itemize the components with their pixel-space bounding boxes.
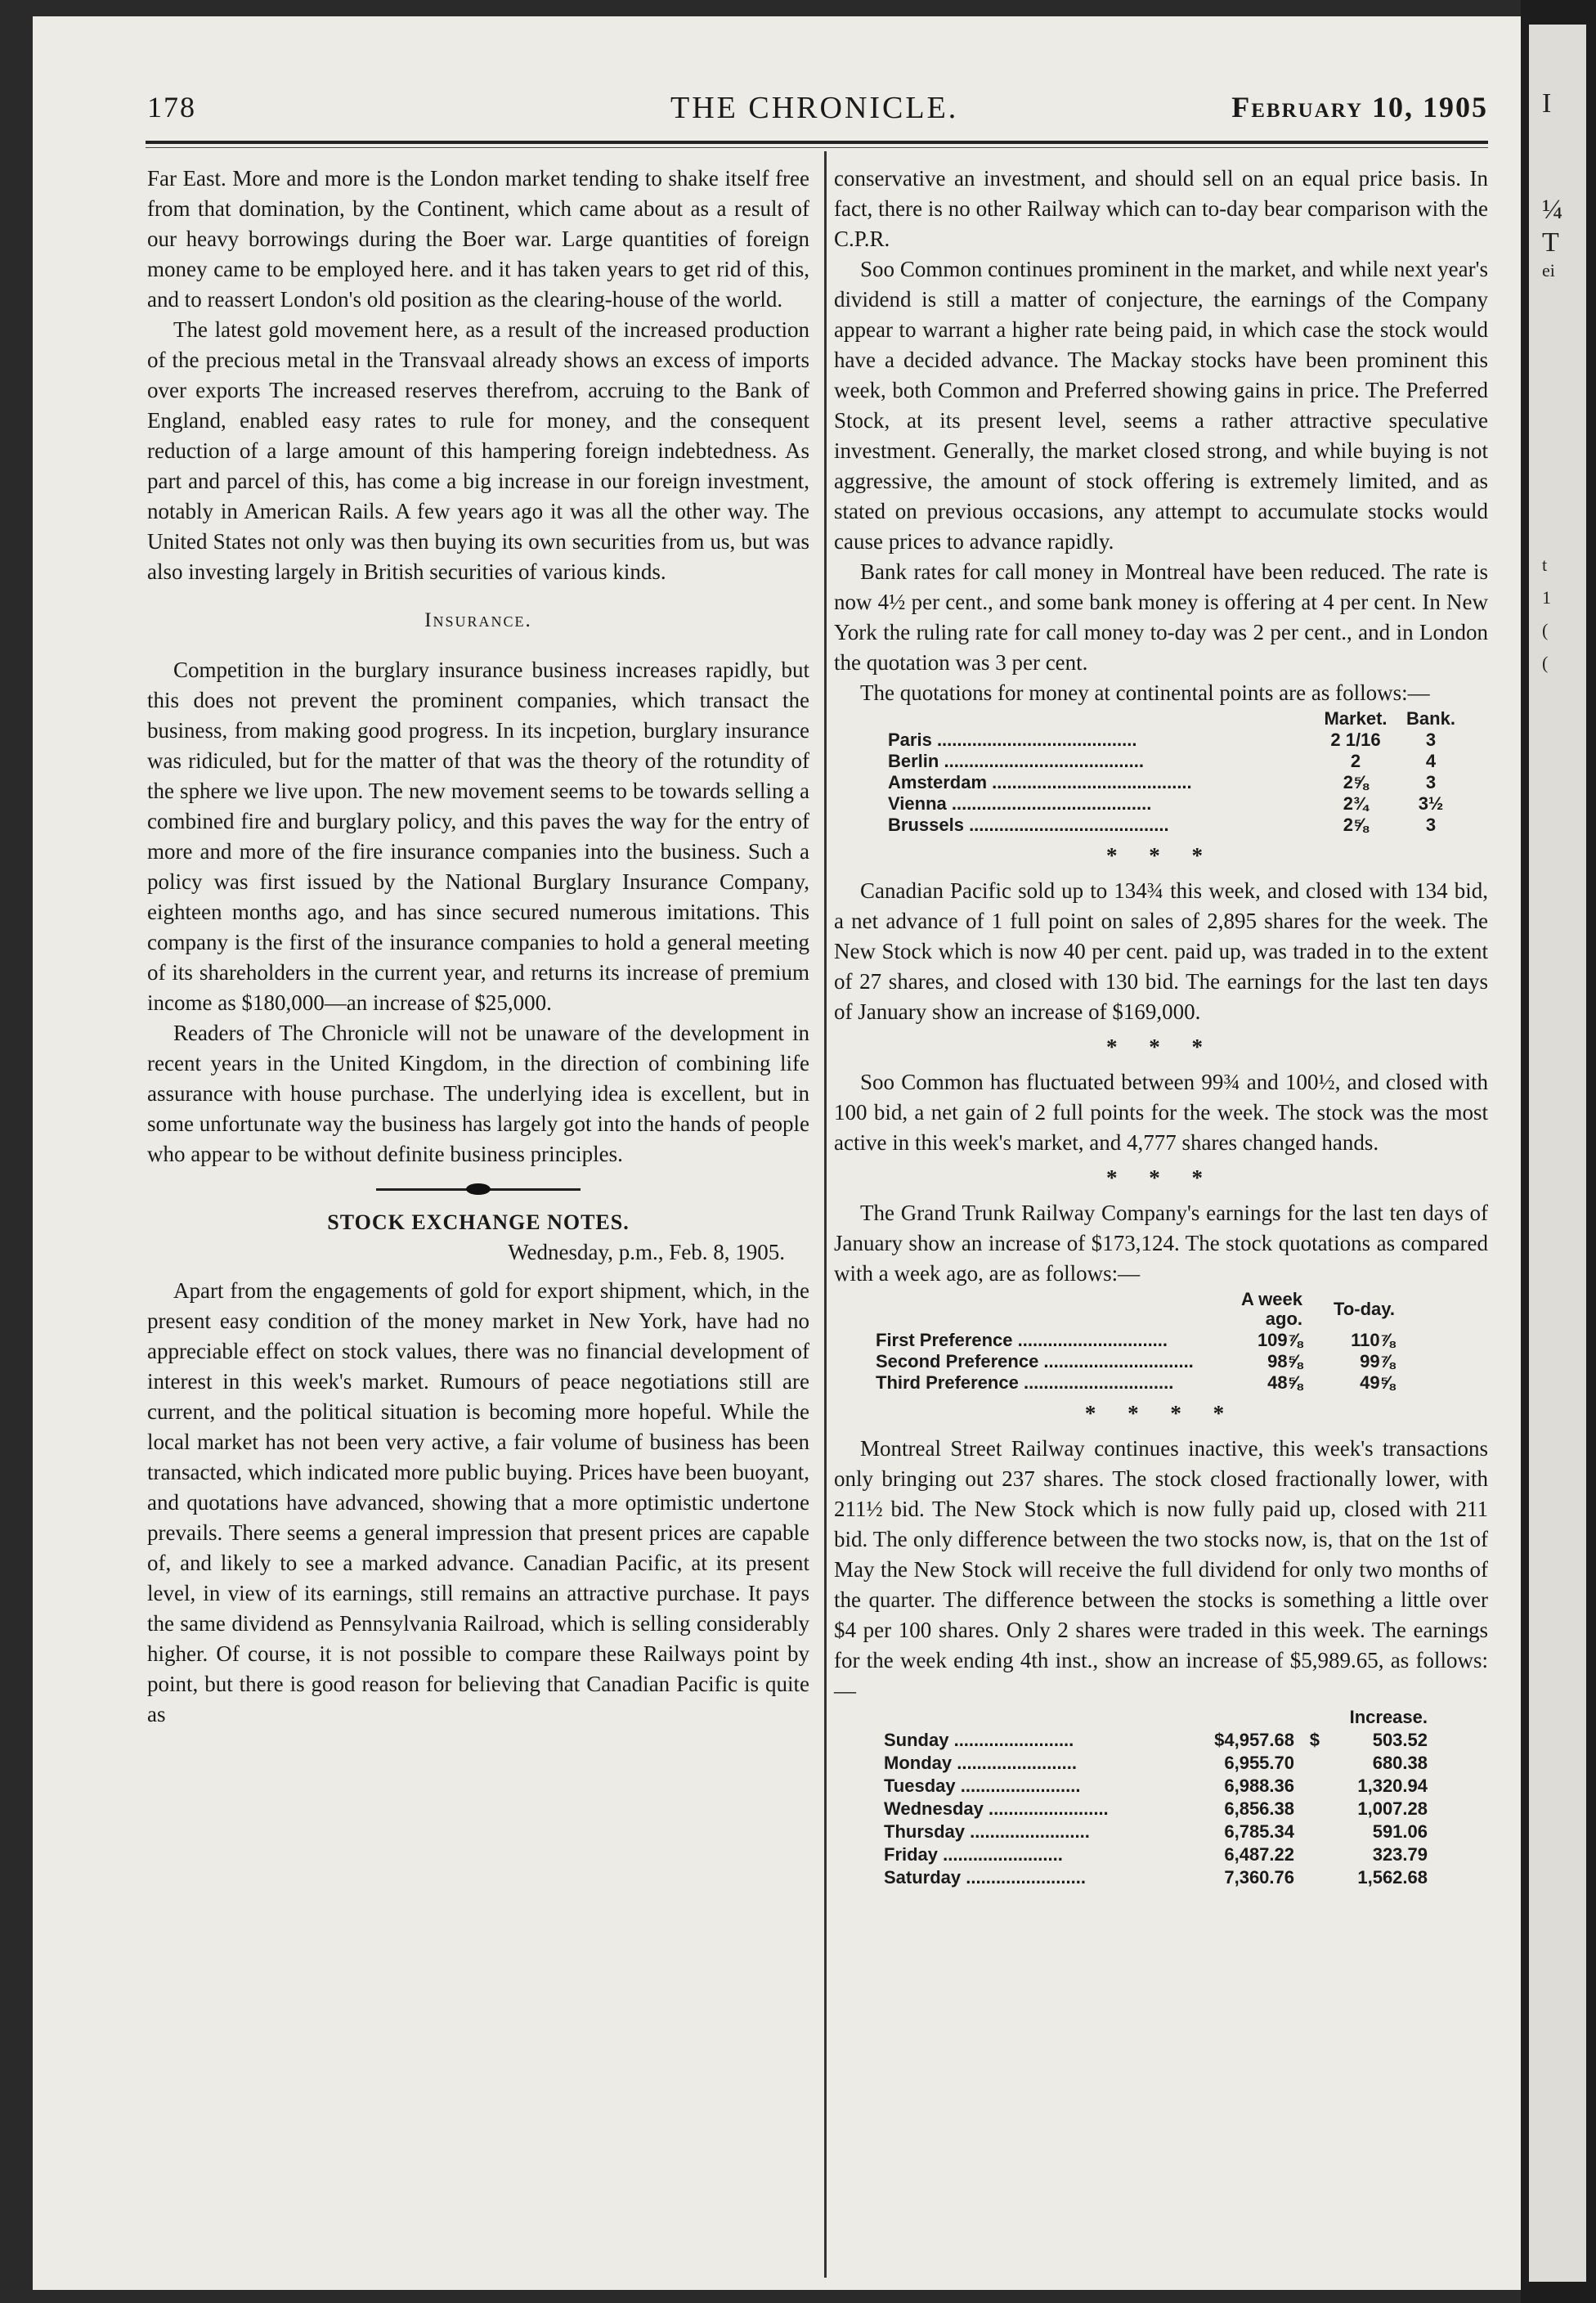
- today-cell: 49⅝: [1360, 1372, 1395, 1393]
- bank-cell: 3½: [1418, 793, 1444, 814]
- grand-trunk-table: [875, 1289, 1405, 1394]
- amount-cell: 6,955.70: [1224, 1753, 1294, 1773]
- amount-cell: 6,487.22: [1224, 1844, 1294, 1865]
- column-header: Bank.: [1406, 708, 1455, 729]
- market-cell: 2⅝: [1343, 772, 1369, 792]
- stock-exchange-heading: STOCK EXCHANGE NOTES.: [327, 1210, 630, 1234]
- table-row: [883, 772, 1468, 793]
- paragraph: Canadian Pacific sold up to 134¾ this week, and closed with 134 bid, a net advance of 1 full point on sales of 2,895 shares for the week. The New Stock which is now 40 per cent. paid up, was traded in to the extent of 27 shares, and closed with 130 bid. The earnings for the last ten days of January show an increase of $169,000.: [834, 878, 1488, 1024]
- table-row: [883, 1820, 1436, 1843]
- increase-cell: 1,320.94: [1357, 1776, 1428, 1796]
- section-stars: * * *: [1106, 1165, 1216, 1190]
- paragraph: The Grand Trunk Railway Company's earnings for the last ten days of January show an increase of $173,124. The stock quotations as compared with a week ago, are as follows:—: [834, 1201, 1488, 1286]
- adjacent-page-strip: [1529, 25, 1586, 2282]
- adjacent-letter: T: [1542, 227, 1559, 258]
- today-cell: 110⅞: [1351, 1330, 1395, 1350]
- table-row: [875, 1330, 1405, 1351]
- bank-cell: 3: [1425, 772, 1437, 792]
- market-cell: 2: [1350, 751, 1361, 771]
- adjacent-letter: (: [1542, 653, 1549, 673]
- column-header: To-day.: [1334, 1299, 1395, 1319]
- right-column: [834, 164, 1488, 1889]
- label-cell: Second Preference ..............................: [876, 1351, 1194, 1371]
- section-stars: * * *: [1106, 1035, 1216, 1059]
- week-ago-cell: 109⅞: [1257, 1330, 1302, 1350]
- day-cell: Sunday ........................: [884, 1730, 1074, 1750]
- adjacent-letter: ei: [1542, 260, 1555, 281]
- adjacent-page-edge: [1521, 0, 1596, 2303]
- earnings-table: [883, 1706, 1436, 1889]
- day-cell: Friday ........................: [884, 1844, 1063, 1865]
- bank-cell: 3: [1425, 730, 1437, 750]
- city-cell: Berlin ........................................: [888, 751, 1144, 771]
- paragraph: The latest gold movement here, as a result of the increased production of the precious metal in the Transvaal already shows an excess of imports over exports The increased reserves therefrom, accruing to the Bank of England, enabled easy rates to rule for money, and the consequent reduction of a large amount of this hampering foreign indebtedness. As part and parcel of this, has come a big increase in our foreign investment, notably in American Rails. A few years ago it was all the other way. The United States not only was then buying its own securities from us, but was also investing largely in British securities of various kinds.: [147, 317, 809, 584]
- day-cell: Thursday ........................: [884, 1821, 1090, 1842]
- section-ornament: [147, 1181, 809, 1197]
- table-row: [883, 1752, 1436, 1775]
- table-header-row: [883, 708, 1468, 730]
- paragraph: Apart from the engagements of gold for export shipment, which, in the present easy condition of the money market in New York, have had no appreciable effect on stock values, there was no financial development of interest in this week's market. Rumours of peace negotiations still are current, and the political situation is becoming more hopeful. While the local market has not been very active, a fair volume of business has been transacted, which indicated more public buying. Prices have been buoyant, and quotations have advanced, showing that a more optimistic undertone prevails. There seems a general impression that present prices are capable of, and likely to see a marked advance. Canadian Pacific, at its present level, in view of its earnings, still remains an attractive purchase. It pays the same dividend as Pennsylvania Railroad, which is selling considerably higher. Of course, it is not possible to compare these Railways point by point, but there is good reason for believing that Canadian Pacific is quite as: [147, 1278, 809, 1726]
- day-cell: Saturday ........................: [884, 1867, 1086, 1888]
- table-header-row: [883, 1706, 1436, 1729]
- city-cell: Brussels ........................................: [888, 815, 1169, 835]
- dateline: Wednesday, p.m., Feb. 8, 1905.: [508, 1240, 785, 1264]
- market-cell: 2 1/16: [1330, 730, 1381, 750]
- day-cell: Tuesday ........................: [884, 1776, 1081, 1796]
- week-ago-cell: 98⅝: [1267, 1351, 1302, 1371]
- label-cell: Third Preference ..............................: [876, 1372, 1174, 1393]
- table-row: [883, 1729, 1436, 1752]
- insurance-heading: Insurance.: [424, 609, 532, 631]
- increase-cell: 1,562.68: [1357, 1867, 1428, 1888]
- paragraph: Competition in the burglary insurance business increases rapidly, but this does not prevent the prominent companies, which transact the business, from making good progress. In its incpetion, burglary insurance was ridiculed, but for the matter of that was the theory of the rotundity of the sphere we live upon. The new movement seems to be towards selling a combined fire and burglary policy, and this paves the way for the entry of more and more of the fire insurance companies into the business. Such a policy was first issued by the National Burglary Insurance Company, eighteen months ago, and has since secured numerous imitations. This company is the first of the insurance companies to hold a general meeting of its shareholders in the current year, and returns its increase of premium income as $180,000—an increase of $25,000.: [147, 658, 809, 1015]
- table-row: [883, 751, 1468, 772]
- increase-cell: 1,007.28: [1357, 1798, 1428, 1819]
- table-row: [883, 815, 1468, 836]
- table-header-row: [875, 1289, 1405, 1330]
- page-number: 178: [147, 91, 196, 123]
- table-row: [875, 1372, 1405, 1394]
- issue-date: February 10, 1905: [1231, 91, 1488, 123]
- paragraph: conservative an investment, and should sell on an equal price basis. In fact, there is no other Railway which can to-day bear comparison with the C.P.R.: [834, 166, 1488, 251]
- left-column: [147, 164, 809, 1730]
- section-stars: * * * *: [1084, 1401, 1238, 1425]
- paragraph: Soo Common continues prominent in the market, and while next year's dividend is still a matter of conjecture, the earnings of the Company appear to warrant a higher rate being paid, in which case the stock would have a decided advance. The Mackay stocks have been prominent this week, both Common and Preferred showing gains in price. The Preferred Stock, at its present level, seems a rather attractive speculative investment. Generally, the market closed strong, and while buying is not aggressive, the amount of stock offering is extremely limited, and as stated on previous occasions, any attempt to accumulate stocks would cause prices to advance rapidly.: [834, 257, 1488, 554]
- section-stars: * * *: [1106, 843, 1216, 868]
- increase-cell: 591.06: [1372, 1821, 1428, 1842]
- week-ago-cell: 48⅝: [1267, 1372, 1302, 1393]
- amount-cell: 6,785.34: [1224, 1821, 1294, 1842]
- page-header: [114, 90, 1488, 139]
- adjacent-letter: ¼: [1542, 195, 1563, 225]
- adjacent-letter: t: [1542, 554, 1548, 575]
- city-cell: Paris ........................................: [888, 730, 1137, 750]
- currency-cell: $: [1309, 1730, 1320, 1750]
- header-rule: [146, 141, 1488, 144]
- money-rates-table: [883, 708, 1468, 836]
- bank-cell: 3: [1425, 815, 1437, 835]
- table-row: [883, 1866, 1436, 1889]
- amount-cell: 6,856.38: [1224, 1798, 1294, 1819]
- amount-cell: 7,360.76: [1224, 1867, 1294, 1888]
- increase-cell: 323.79: [1372, 1844, 1428, 1865]
- table-row: [883, 730, 1468, 751]
- header-rule-thin: [146, 147, 1488, 148]
- bank-cell: 4: [1425, 751, 1437, 771]
- ornament-dot: [466, 1183, 491, 1195]
- day-cell: Monday ........................: [884, 1753, 1077, 1773]
- publication-title: THE CHRONICLE.: [670, 91, 959, 125]
- day-cell: Wednesday ........................: [884, 1798, 1109, 1819]
- today-cell: 99⅞: [1360, 1351, 1395, 1371]
- city-cell: Vienna ........................................: [888, 793, 1152, 814]
- column-header: A week ago.: [1240, 1289, 1302, 1329]
- paragraph: Montreal Street Railway continues inactive, this week's transactions only bringing out 237 shares. The stock closed fractionally lower, with 211½ bid. The New Stock which is now fully paid up, closed with 211 bid. The only difference between the two stocks now, is, that on the 1st of May the New Stock will receive the full dividend for only two months of the quarter. The difference between the stocks is something a little over $4 per 100 shares. Only 2 shares were traded in this week. The earnings for the week ending 4th inst., show an increase of $5,989.65, as follows:—: [834, 1436, 1488, 1703]
- market-cell: 2⅝: [1343, 815, 1369, 835]
- market-cell: 2¾: [1343, 793, 1369, 814]
- increase-cell: 680.38: [1372, 1753, 1428, 1773]
- paragraph: Soo Common has fluctuated between 99¾ and 100½, and closed with 100 bid, a net gain of 2 full points for the week. The stock was the most active in this week's market, and 4,777 shares changed hands.: [834, 1070, 1488, 1155]
- paragraph: Bank rates for call money in Montreal have been reduced. The rate is now 4½ per cent., and some bank money is offering at 4 per cent. In New York the ruling rate for call money to-day was 2 per cent., and in London the quotation was 3 per cent.: [834, 559, 1488, 675]
- label-cell: First Preference ..............................: [876, 1330, 1168, 1350]
- city-cell: Amsterdam ........................................: [888, 772, 1192, 792]
- amount-cell: 6,988.36: [1224, 1776, 1294, 1796]
- paragraph: The quotations for money at continental points are as follows:—: [860, 680, 1430, 705]
- paragraph: Far East. More and more is the London market tending to shake itself free from that domination, by the Continent, which came about as a result of our heavy borrowings during the Boer war. Large quantities of foreign money came to be employed here. and it has taken years to get rid of this, and to reassert London's old position as the clearing-house of the world.: [147, 166, 809, 312]
- column-header: Market.: [1324, 708, 1388, 729]
- column-divider: [824, 151, 827, 2278]
- column-header: Increase.: [1349, 1707, 1428, 1727]
- adjacent-letter: 1: [1542, 587, 1551, 608]
- amount-cell: $4,957.68: [1214, 1730, 1294, 1750]
- increase-cell: 503.52: [1372, 1730, 1428, 1750]
- paragraph: Readers of The Chronicle will not be unaware of the development in recent years in the United Kingdom, in the direction of combining life assurance with house purchase. The underlying idea is excellent, but in some unfortunate way the business has largely got into the hands of people who appear to be without definite business principles.: [147, 1021, 809, 1166]
- adjacent-letter: (: [1542, 620, 1549, 640]
- table-row: [883, 793, 1468, 815]
- table-row: [883, 1798, 1436, 1820]
- table-row: [883, 1843, 1436, 1866]
- table-row: [883, 1775, 1436, 1798]
- adjacent-letter: I: [1542, 88, 1552, 119]
- table-row: [875, 1351, 1405, 1372]
